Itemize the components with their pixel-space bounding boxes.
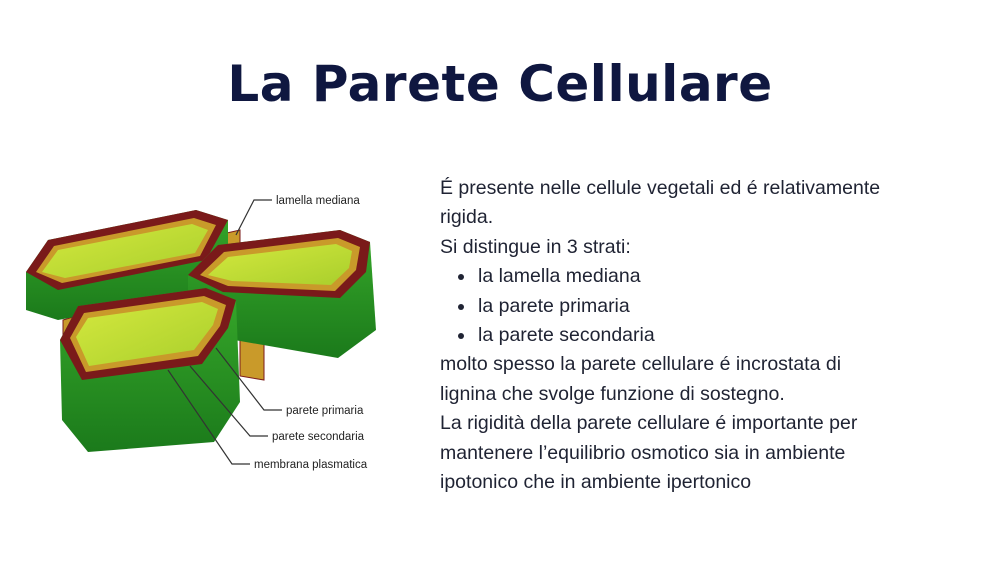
label-parete-secondaria: parete secondaria (272, 431, 365, 443)
slide-title: La Parete Cellulare (227, 55, 773, 113)
list-item: la lamella mediana (478, 262, 960, 291)
intro-line-2: rigida. (440, 206, 494, 229)
layers-intro: Si distingue in 3 strati: (440, 235, 631, 258)
layers-list (440, 262, 960, 350)
description-text (440, 174, 960, 497)
osmotic-line-1: La rigidità della parete cellulare é importante per (440, 412, 858, 435)
label-parete-primaria: parete primaria (286, 405, 364, 417)
label-lamella-mediana: lamella mediana (276, 195, 360, 207)
cell-wall-diagram (18, 180, 388, 480)
list-item: la parete secondaria (478, 321, 960, 350)
osmotic-line-2: mantenere l’equilibrio osmotico sia in ambiente (440, 441, 846, 464)
list-item: la parete primaria (478, 292, 960, 321)
lignin-line-1: molto spesso la parete cellulare é incrostata di (440, 353, 842, 376)
intro-line-1: É presente nelle cellule vegetali ed é relativamente (440, 177, 881, 199)
label-membrana-plasmatica: membrana plasmatica (254, 459, 368, 471)
cell-front (60, 288, 240, 452)
cell-wall-illustration (18, 180, 388, 480)
osmotic-line-3: ipotonico che in ambiente ipertonico (440, 471, 752, 494)
lignin-line-2: lignina che svolge funzione di sostegno. (440, 382, 785, 405)
